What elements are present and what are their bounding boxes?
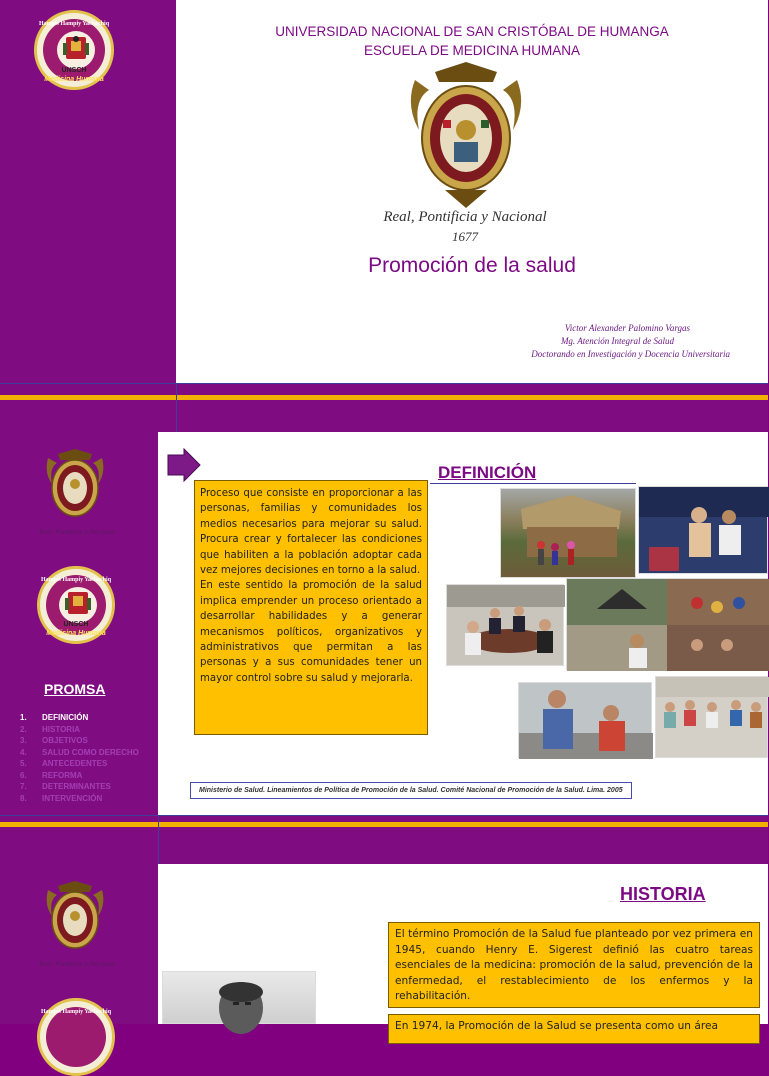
divider-line-vertical [176, 383, 177, 432]
gold-stripe [0, 822, 768, 827]
divider-line-vertical [158, 815, 159, 864]
history-paragraph-2: En 1974, la Promoción de la Salud se presenta como un área [395, 1020, 719, 1032]
photo-consultation [638, 486, 768, 574]
logo-shield-icon [59, 587, 97, 623]
divider-line [0, 383, 768, 384]
author-block [531, 322, 730, 361]
menu-item-reforma[interactable]: 6. REFORMA [20, 770, 83, 780]
menu-item-objetivos[interactable]: 3. OBJETIVOS [20, 736, 88, 745]
logo-shield-icon [57, 31, 95, 69]
logo-unsch-text: UNSCH [63, 621, 89, 628]
logo-top-text: Hampis Hampiy Yachachiq [40, 577, 112, 583]
author-degree: Mg. Atención Integral de Salud [560, 336, 674, 346]
university-crest-small-icon [44, 448, 106, 526]
sidebar-title: PROMSA [44, 681, 106, 697]
motto-year: 1677 [452, 229, 478, 244]
photo-education [518, 682, 652, 758]
faculty-logo [37, 998, 115, 1076]
topic-menu [20, 712, 139, 804]
university-crest-icon [405, 60, 527, 210]
photo-group-activity [655, 676, 768, 758]
photo-sigerest-portrait [162, 971, 316, 1024]
logo-bottom-text: Medicina Humana [46, 630, 106, 637]
faculty-logo [37, 566, 115, 644]
menu-item-definicion[interactable]: 1. DEFINICIÓN [20, 713, 89, 722]
definition-box [194, 480, 428, 735]
heading-underline [430, 483, 636, 484]
definition-paragraph-1: Proceso que consiste en proporcionar a las personas, familias y comunidades los medios necesarios para mejorar su salud. Procura crear y fortalecer las condiciones que habiliten a la población adoptar cada vez mejores decisiones en torno a la salud. [200, 488, 422, 577]
school-name: ESCUELA DE MEDICINA HUMANA [363, 43, 581, 58]
logo-top-text: Hampis Hampiy Yachachiq [40, 1009, 112, 1015]
motto-small: Real, Pontificia y Nacional [38, 960, 116, 968]
logo-bottom-text: Medicina Humana [44, 76, 104, 83]
menu-item-intervencion[interactable]: 8. INTERVENCIÓN [20, 793, 103, 803]
slide-heading: DEFINICIÓN [438, 463, 537, 482]
gold-stripe [0, 395, 768, 400]
divider-line [0, 815, 768, 816]
history-box-1 [388, 922, 760, 1008]
history-box-2 [388, 1014, 760, 1044]
definition-paragraph-2: En este sentido la promoción de la salud implica emprender un proceso orientado a desarrollar habilidades y a generar mecanismos políticos, organizativos y administrativos que permitan a las personas y a sus comunidades tener un mayor control sobre su salud y mejorarla. [200, 580, 422, 684]
photo-community-collage [566, 578, 768, 670]
history-paragraph-1: El término Promoción de la Salud fue planteado por vez primera en 1945, cuando Henry E. Sigerest definió las cuatro tareas esenciales de la medicina: promoción de la salud, prevención de la enfermedad, el restablecimiento de los enfermos y la rehabilitación. [395, 928, 753, 1002]
author-studies: Doctorando en Investigación y Docencia Universitaria [531, 349, 730, 359]
university-crest-small-icon [44, 880, 106, 958]
slide-definicion [0, 432, 768, 864]
logo-unsch-text: UNSCH [61, 67, 87, 74]
faculty-logo [34, 10, 114, 90]
reference-citation: Ministerio de Salud. Lineamientos de Política de Promoción de la Salud. Comité Nacional de Promoción de la Salud. Lima. 2005 [190, 782, 632, 799]
arrow-right-icon [166, 447, 202, 483]
slide-heading: HISTORIA [620, 884, 706, 904]
logo-top-text: Hampis Hampiy Yachachiq [38, 21, 110, 27]
slide-title [0, 0, 768, 432]
photo-village-family [500, 488, 636, 578]
author-name: Victor Alexander Palomino Vargas [564, 323, 690, 333]
photo-meeting [446, 584, 564, 666]
menu-item-historia[interactable]: 2. HISTORIA [20, 724, 81, 734]
presentation-title: Promoción de la salud [368, 254, 576, 277]
menu-item-salud-como-derecho[interactable]: 4. SALUD COMO DERECHO [20, 747, 139, 757]
university-name: UNIVERSIDAD NACIONAL DE SAN CRISTÓBAL DE HUMANGA [275, 24, 669, 39]
motto-text: Real, Pontificia y Nacional [383, 209, 547, 225]
slide-historia [0, 864, 768, 1032]
motto-small: Real, Pontificia y Nacional [38, 528, 116, 536]
menu-item-antecedentes[interactable]: 5. ANTECEDENTES [20, 759, 108, 768]
menu-item-determinantes[interactable]: 7. DETERMINANTES [20, 782, 111, 791]
